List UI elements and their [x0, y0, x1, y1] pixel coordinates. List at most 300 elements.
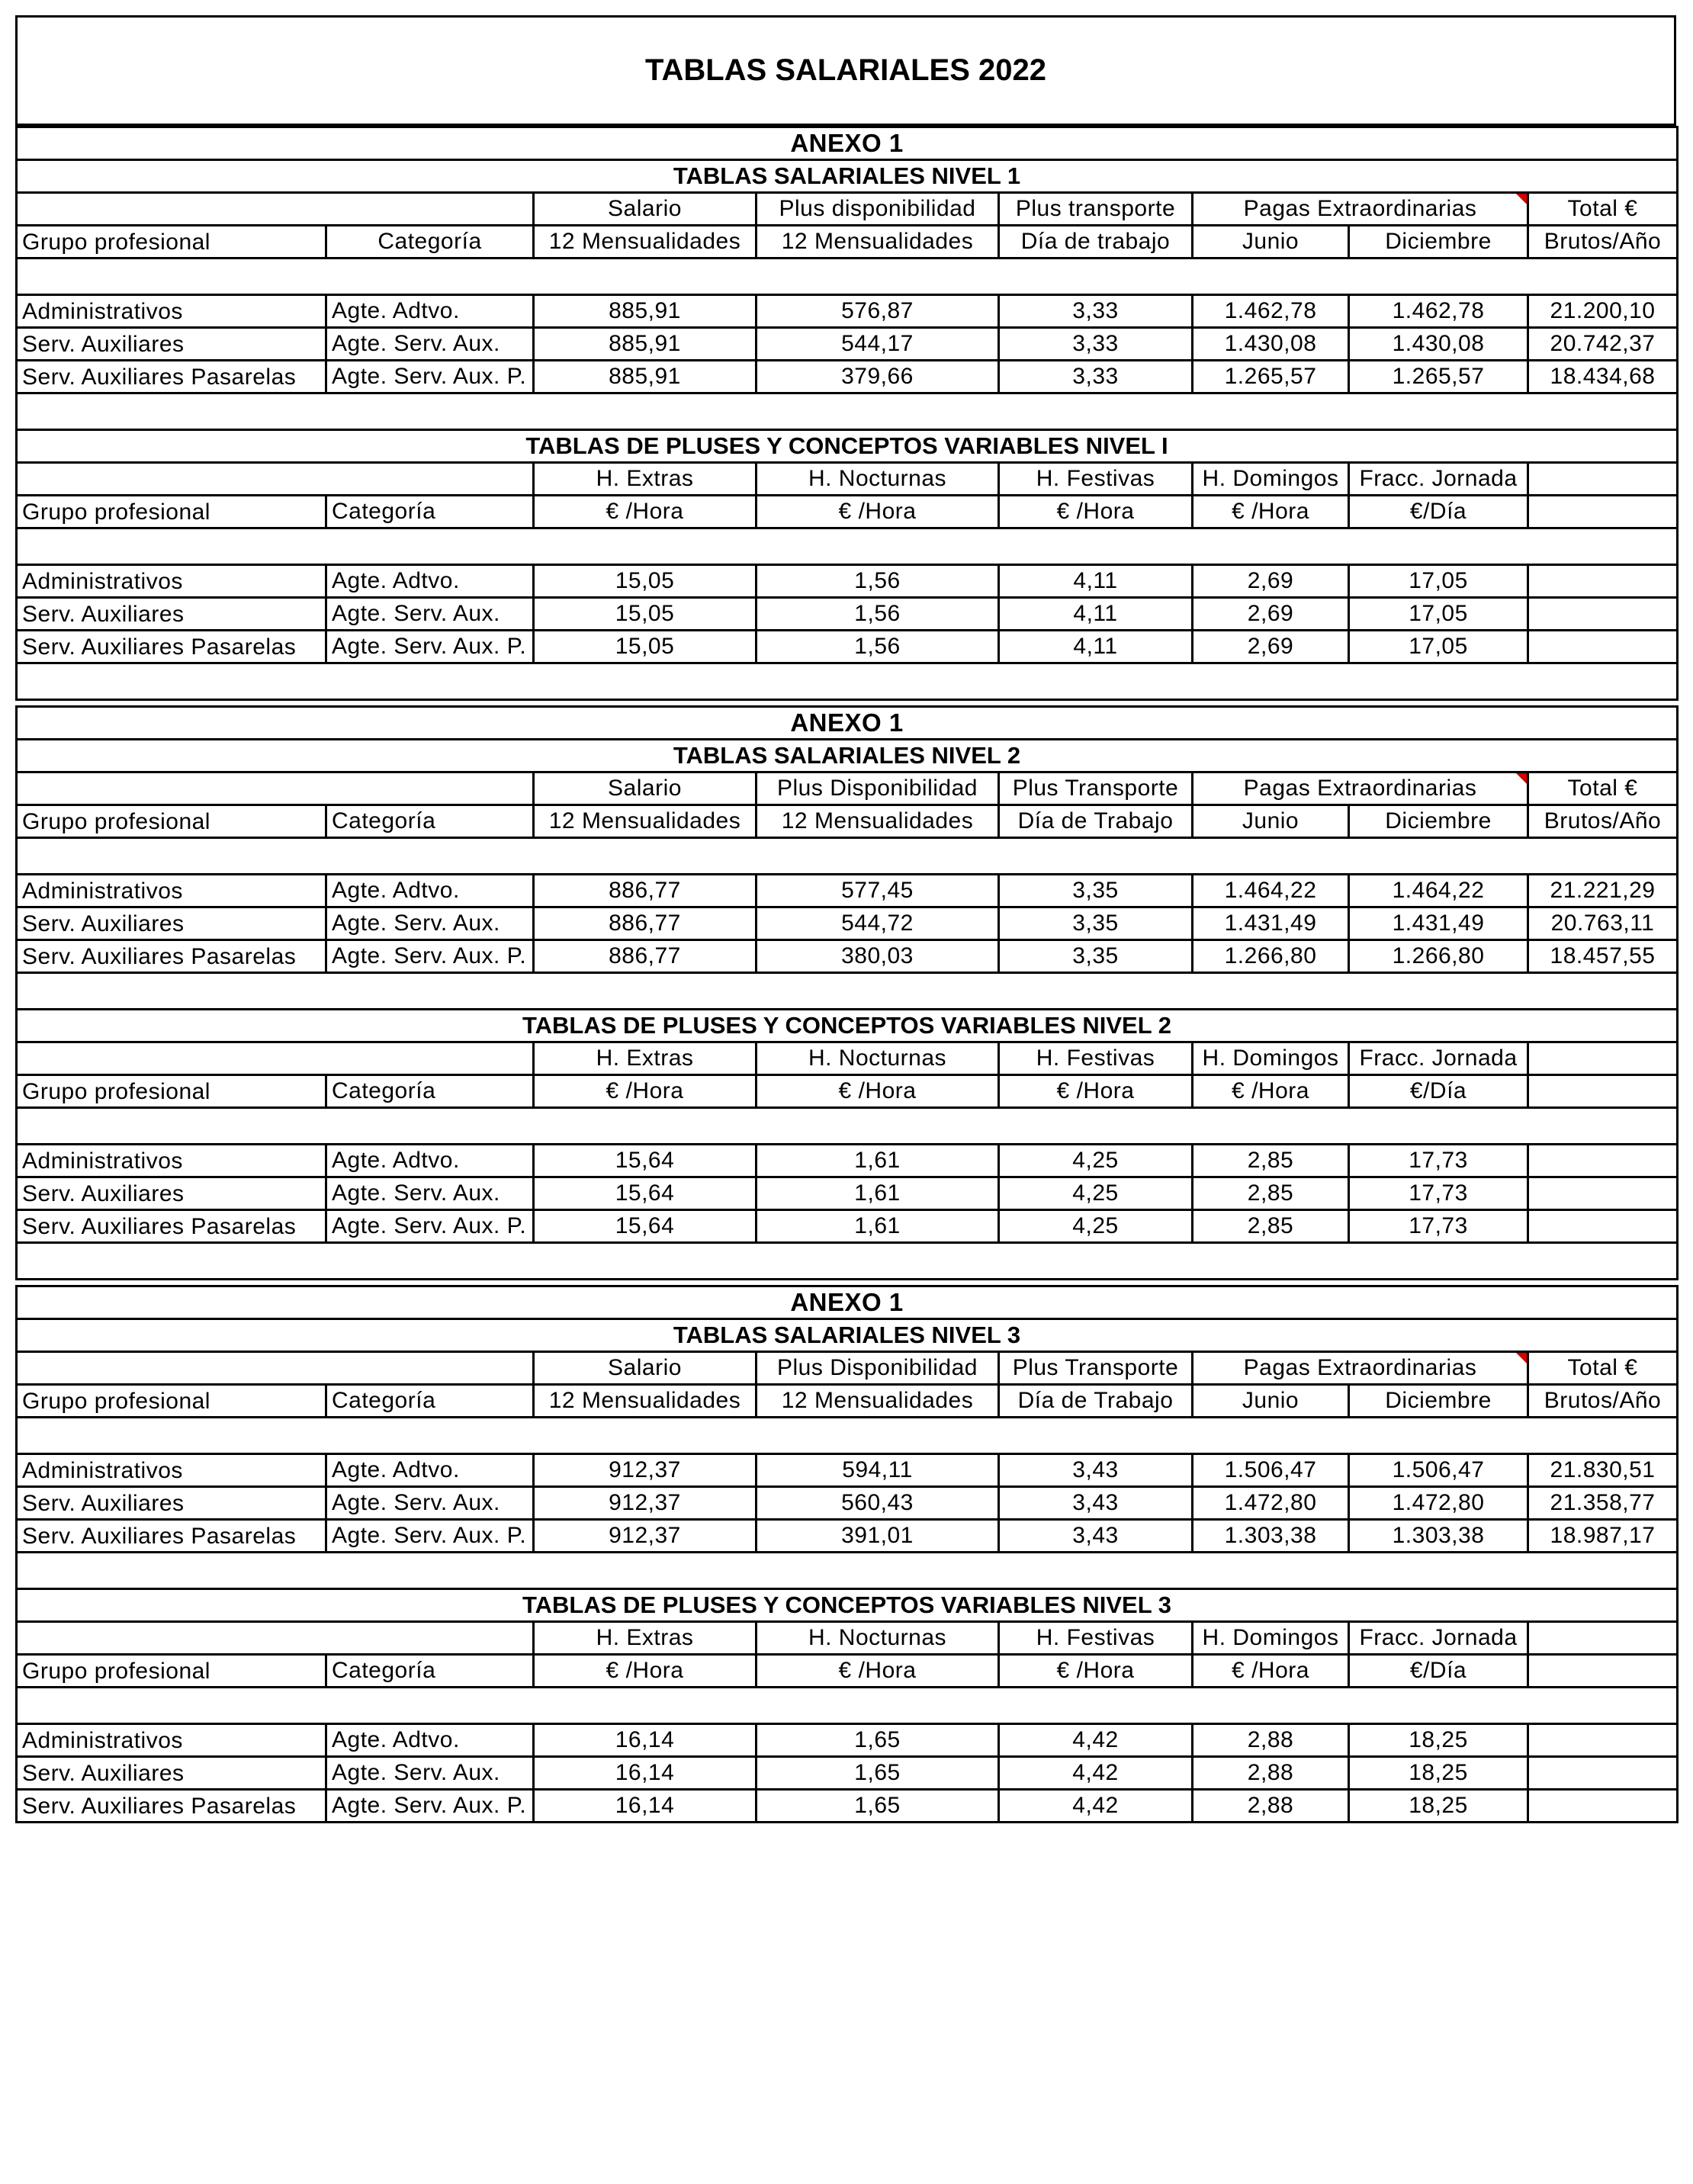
table-cell: Agte. Serv. Aux.: [326, 1177, 534, 1210]
table-cell: 4,42: [999, 1790, 1193, 1823]
salary-header-row-2: [17, 805, 1678, 838]
table-cell: 17,73: [1349, 1145, 1528, 1177]
header-cell: Salario: [534, 193, 757, 226]
table-cell: 2,69: [1193, 565, 1349, 598]
spacer-row: [17, 973, 1678, 1010]
table-cell: 21.221,29: [1528, 875, 1678, 907]
table-cell: 17,05: [1349, 598, 1528, 631]
table-row: [17, 1757, 1678, 1790]
table-row: [17, 1520, 1678, 1553]
header-cell: Categoría: [326, 1655, 534, 1688]
table-row: [17, 1724, 1678, 1757]
header-cell: Junio: [1193, 805, 1349, 838]
table-cell: 912,37: [534, 1520, 757, 1553]
table-cell: 1.464,22: [1193, 875, 1349, 907]
table-cell: 3,33: [999, 361, 1193, 393]
plus-header-row-1: [17, 463, 1678, 496]
header-cell: Día de Trabajo: [999, 1385, 1193, 1418]
spacer-row: [17, 663, 1678, 700]
blank-cell: [17, 772, 534, 805]
spacer-row: [17, 1553, 1678, 1589]
header-cell: Categoría: [326, 1075, 534, 1108]
table-cell: 1.462,78: [1349, 295, 1528, 328]
header-cell: Junio: [1193, 1385, 1349, 1418]
header-cell: € /Hora: [534, 496, 757, 528]
blank-cell: [17, 1622, 534, 1655]
table-cell: 1,56: [757, 598, 999, 631]
table-cell: 1.506,47: [1193, 1454, 1349, 1487]
header-cell: H. Domingos: [1193, 1622, 1349, 1655]
blank-cell: [17, 259, 1678, 295]
table-cell: 885,91: [534, 361, 757, 393]
blank-cell: [17, 973, 1678, 1010]
table-cell: 1.303,38: [1349, 1520, 1528, 1553]
blank-cell: [17, 393, 1678, 430]
table-cell: 2,85: [1193, 1210, 1349, 1243]
table-cell: 4,25: [999, 1177, 1193, 1210]
anexo-heading: ANEXO 1: [17, 1286, 1678, 1319]
table-cell: Agte. Serv. Aux. P.: [326, 1790, 534, 1823]
blank-cell: [17, 463, 534, 496]
level-section: [15, 126, 1679, 701]
table-cell: 577,45: [757, 875, 999, 907]
header-cell: € /Hora: [999, 496, 1193, 528]
blank-cell: [17, 1553, 1678, 1589]
table-row: [17, 631, 1678, 663]
table-cell: Administrativos: [17, 295, 326, 328]
salary-header-row-2: [17, 1385, 1678, 1418]
anexo-row: [17, 1286, 1678, 1319]
table-row: [17, 328, 1678, 361]
blank-cell: [17, 1418, 1678, 1454]
table-cell: 560,43: [757, 1487, 999, 1520]
blank-cell: [1528, 1177, 1678, 1210]
anexo-heading: ANEXO 1: [17, 127, 1678, 160]
table-cell: 1.472,80: [1193, 1487, 1349, 1520]
header-cell: H. Extras: [534, 1622, 757, 1655]
table-cell: 380,03: [757, 940, 999, 973]
table-cell: Serv. Auxiliares: [17, 1487, 326, 1520]
header-cell: Día de trabajo: [999, 226, 1193, 259]
table-cell: Administrativos: [17, 1145, 326, 1177]
table-cell: Serv. Auxiliares: [17, 598, 326, 631]
table-cell: Agte. Serv. Aux. P.: [326, 361, 534, 393]
header-cell: € /Hora: [534, 1655, 757, 1688]
salary-header-row-1: [17, 772, 1678, 805]
header-cell: Diciembre: [1349, 805, 1528, 838]
plus-table-title: TABLAS DE PLUSES Y CONCEPTOS VARIABLES NIVEL I: [17, 430, 1678, 463]
header-cell: H. Extras: [534, 463, 757, 496]
header-cell: € /Hora: [1193, 1075, 1349, 1108]
salary-header-row-2: [17, 226, 1678, 259]
salary-header-row-1: [17, 1352, 1678, 1385]
table-cell: Agte. Adtvo.: [326, 295, 534, 328]
header-cell: Fracc. Jornada: [1349, 1622, 1528, 1655]
header-cell: Grupo profesional: [17, 1075, 326, 1108]
blank-cell: [17, 528, 1678, 565]
table-row: [17, 907, 1678, 940]
table-cell: 1.430,08: [1349, 328, 1528, 361]
table-cell: 1.266,80: [1349, 940, 1528, 973]
header-cell: Total €: [1528, 193, 1678, 226]
blank-cell: [17, 1352, 534, 1385]
table-row: [17, 565, 1678, 598]
table-row: [17, 361, 1678, 393]
salary-table-title: TABLAS SALARIALES NIVEL 2: [17, 740, 1678, 772]
blank-cell: [1528, 631, 1678, 663]
table-cell: 885,91: [534, 328, 757, 361]
header-cell: H. Nocturnas: [757, 463, 999, 496]
table-cell: Administrativos: [17, 1724, 326, 1757]
table-cell: 1,56: [757, 565, 999, 598]
table-cell: 1,65: [757, 1790, 999, 1823]
table-cell: 544,72: [757, 907, 999, 940]
table-cell: 1.265,57: [1193, 361, 1349, 393]
table-cell: Administrativos: [17, 875, 326, 907]
blank-cell: [17, 193, 534, 226]
spacer-row: [17, 1243, 1678, 1280]
table-cell: 21.200,10: [1528, 295, 1678, 328]
header-cell: 12 Mensualidades: [534, 1385, 757, 1418]
blank-cell: [17, 838, 1678, 875]
header-cell: Grupo profesional: [17, 226, 326, 259]
spacer-row: [17, 393, 1678, 430]
header-cell: Categoría: [326, 496, 534, 528]
header-cell: Plus Transporte: [999, 772, 1193, 805]
table-cell: 391,01: [757, 1520, 999, 1553]
table-cell: 15,05: [534, 565, 757, 598]
plus-title-row: [17, 430, 1678, 463]
header-cell: 12 Mensualidades: [534, 805, 757, 838]
header-cell: Plus transporte: [999, 193, 1193, 226]
table-cell: 594,11: [757, 1454, 999, 1487]
header-cell: € /Hora: [1193, 496, 1349, 528]
table-cell: 544,17: [757, 328, 999, 361]
header-cell: H. Festivas: [999, 1622, 1193, 1655]
table-cell: 18,25: [1349, 1757, 1528, 1790]
blank-cell: [1528, 463, 1678, 496]
table-cell: 1,65: [757, 1724, 999, 1757]
table-cell: 15,64: [534, 1145, 757, 1177]
plus-title-row: [17, 1589, 1678, 1622]
anexo-row: [17, 127, 1678, 160]
table-cell: 2,88: [1193, 1790, 1349, 1823]
header-cell: Grupo profesional: [17, 1385, 326, 1418]
plus-header-row-2: [17, 496, 1678, 528]
header-cell: Diciembre: [1349, 1385, 1528, 1418]
table-cell: 17,05: [1349, 631, 1528, 663]
header-cell: Fracc. Jornada: [1349, 1042, 1528, 1075]
plus-header-row-1: [17, 1622, 1678, 1655]
header-cell: 12 Mensualidades: [757, 226, 999, 259]
header-cell: €/Día: [1349, 1655, 1528, 1688]
table-cell: 20.763,11: [1528, 907, 1678, 940]
table-cell: 1.266,80: [1193, 940, 1349, 973]
header-cell: H. Festivas: [999, 463, 1193, 496]
header-cell: Plus Transporte: [999, 1352, 1193, 1385]
table-cell: 4,25: [999, 1210, 1193, 1243]
table-cell: 1.303,38: [1193, 1520, 1349, 1553]
salary-table-title: TABLAS SALARIALES NIVEL 3: [17, 1319, 1678, 1352]
table-cell: 912,37: [534, 1454, 757, 1487]
table-cell: Serv. Auxiliares Pasarelas: [17, 631, 326, 663]
table-cell: 3,35: [999, 875, 1193, 907]
header-cell: Brutos/Año: [1528, 1385, 1678, 1418]
table-cell: 15,64: [534, 1177, 757, 1210]
salary-sheet: [15, 15, 1676, 1823]
header-cell: Total €: [1528, 1352, 1678, 1385]
table-cell: 1,61: [757, 1210, 999, 1243]
table-cell: 886,77: [534, 875, 757, 907]
header-cell: € /Hora: [534, 1075, 757, 1108]
table-cell: Serv. Auxiliares: [17, 1757, 326, 1790]
table-cell: 2,69: [1193, 631, 1349, 663]
table-cell: 18.434,68: [1528, 361, 1678, 393]
header-cell: Total €: [1528, 772, 1678, 805]
spacer-row: [17, 1688, 1678, 1724]
table-cell: Agte. Serv. Aux.: [326, 1757, 534, 1790]
level-section: [15, 1285, 1679, 1823]
table-cell: Agte. Serv. Aux. P.: [326, 940, 534, 973]
header-cell: € /Hora: [757, 496, 999, 528]
anexo-heading: ANEXO 1: [17, 707, 1678, 740]
table-cell: 3,33: [999, 295, 1193, 328]
table-row: [17, 1790, 1678, 1823]
header-cell: Categoría: [326, 1385, 534, 1418]
table-cell: Serv. Auxiliares Pasarelas: [17, 1790, 326, 1823]
blank-cell: [1528, 1042, 1678, 1075]
spacer-row: [17, 838, 1678, 875]
blank-cell: [17, 1243, 1678, 1280]
blank-cell: [1528, 598, 1678, 631]
blank-cell: [1528, 1075, 1678, 1108]
table-cell: 3,43: [999, 1487, 1193, 1520]
sections-container: [15, 126, 1676, 1823]
table-cell: Agte. Adtvo.: [326, 1454, 534, 1487]
blank-cell: [1528, 1724, 1678, 1757]
table-cell: Agte. Serv. Aux. P.: [326, 1210, 534, 1243]
plus-header-row-2: [17, 1655, 1678, 1688]
table-cell: 2,85: [1193, 1177, 1349, 1210]
header-cell: € /Hora: [1193, 1655, 1349, 1688]
table-cell: 1.464,22: [1349, 875, 1528, 907]
header-cell: 12 Mensualidades: [757, 805, 999, 838]
blank-cell: [1528, 1210, 1678, 1243]
header-cell: Plus Disponibilidad: [757, 772, 999, 805]
blank-cell: [1528, 496, 1678, 528]
table-cell: 885,91: [534, 295, 757, 328]
spacer-row: [17, 528, 1678, 565]
header-cell-comment: Pagas Extraordinarias: [1193, 193, 1528, 226]
table-row: [17, 875, 1678, 907]
table-cell: 886,77: [534, 907, 757, 940]
table-cell: 1,56: [757, 631, 999, 663]
table-cell: 4,11: [999, 565, 1193, 598]
level-section: [15, 705, 1679, 1280]
table-row: [17, 1454, 1678, 1487]
table-cell: 1.431,49: [1349, 907, 1528, 940]
spacer-row: [17, 259, 1678, 295]
header-cell: € /Hora: [757, 1075, 999, 1108]
table-cell: 1.472,80: [1349, 1487, 1528, 1520]
table-cell: 1.462,78: [1193, 295, 1349, 328]
table-cell: Serv. Auxiliares Pasarelas: [17, 1210, 326, 1243]
table-cell: 18.987,17: [1528, 1520, 1678, 1553]
blank-cell: [1528, 1790, 1678, 1823]
blank-cell: [1528, 1145, 1678, 1177]
table-cell: 18,25: [1349, 1790, 1528, 1823]
header-cell: H. Nocturnas: [757, 1622, 999, 1655]
table-cell: Agte. Serv. Aux.: [326, 328, 534, 361]
table-cell: Agte. Serv. Aux.: [326, 907, 534, 940]
salary-title-row: [17, 1319, 1678, 1352]
blank-cell: [1528, 565, 1678, 598]
table-cell: Administrativos: [17, 565, 326, 598]
header-cell: Grupo profesional: [17, 805, 326, 838]
table-cell: Administrativos: [17, 1454, 326, 1487]
table-row: [17, 598, 1678, 631]
header-cell: Fracc. Jornada: [1349, 463, 1528, 496]
table-cell: 3,43: [999, 1454, 1193, 1487]
header-cell: Brutos/Año: [1528, 226, 1678, 259]
header-cell: Categoría: [326, 226, 534, 259]
header-cell: Grupo profesional: [17, 1655, 326, 1688]
spacer-row: [17, 1108, 1678, 1145]
table-row: [17, 1145, 1678, 1177]
table-cell: 2,69: [1193, 598, 1349, 631]
table-cell: Agte. Serv. Aux. P.: [326, 1520, 534, 1553]
plus-title-row: [17, 1010, 1678, 1042]
table-cell: 4,25: [999, 1145, 1193, 1177]
table-cell: 16,14: [534, 1724, 757, 1757]
plus-table-title: TABLAS DE PLUSES Y CONCEPTOS VARIABLES NIVEL 2: [17, 1010, 1678, 1042]
table-cell: 15,05: [534, 598, 757, 631]
table-cell: 2,85: [1193, 1145, 1349, 1177]
table-cell: 3,43: [999, 1520, 1193, 1553]
header-cell: Grupo profesional: [17, 496, 326, 528]
anexo-row: [17, 707, 1678, 740]
table-cell: 15,64: [534, 1210, 757, 1243]
blank-cell: [17, 663, 1678, 700]
header-cell: H. Festivas: [999, 1042, 1193, 1075]
page-title: TABLAS SALARIALES 2022: [15, 15, 1676, 126]
table-row: [17, 295, 1678, 328]
header-cell: Salario: [534, 1352, 757, 1385]
header-cell: Brutos/Año: [1528, 805, 1678, 838]
table-cell: Agte. Adtvo.: [326, 1145, 534, 1177]
blank-cell: [17, 1688, 1678, 1724]
table-cell: 17,73: [1349, 1210, 1528, 1243]
header-cell: H. Nocturnas: [757, 1042, 999, 1075]
header-cell-comment: Pagas Extraordinarias: [1193, 772, 1528, 805]
plus-table-title: TABLAS DE PLUSES Y CONCEPTOS VARIABLES NIVEL 3: [17, 1589, 1678, 1622]
table-cell: 21.358,77: [1528, 1487, 1678, 1520]
table-cell: Serv. Auxiliares: [17, 907, 326, 940]
header-cell: Diciembre: [1349, 226, 1528, 259]
header-cell: H. Domingos: [1193, 1042, 1349, 1075]
header-cell: € /Hora: [757, 1655, 999, 1688]
table-cell: 21.830,51: [1528, 1454, 1678, 1487]
salary-title-row: [17, 740, 1678, 772]
spacer-row: [17, 1418, 1678, 1454]
blank-cell: [1528, 1622, 1678, 1655]
table-cell: 1.265,57: [1349, 361, 1528, 393]
salary-header-row-1: [17, 193, 1678, 226]
header-cell: Junio: [1193, 226, 1349, 259]
table-cell: 16,14: [534, 1757, 757, 1790]
header-cell-comment: Pagas Extraordinarias: [1193, 1352, 1528, 1385]
table-cell: 2,88: [1193, 1757, 1349, 1790]
table-cell: 1.431,49: [1193, 907, 1349, 940]
blank-cell: [17, 1042, 534, 1075]
header-cell: €/Día: [1349, 496, 1528, 528]
table-cell: 18.457,55: [1528, 940, 1678, 973]
table-row: [17, 940, 1678, 973]
blank-cell: [1528, 1757, 1678, 1790]
table-cell: 1,65: [757, 1757, 999, 1790]
table-cell: 4,11: [999, 631, 1193, 663]
table-cell: 3,35: [999, 940, 1193, 973]
table-cell: 4,42: [999, 1757, 1193, 1790]
header-cell: 12 Mensualidades: [757, 1385, 999, 1418]
table-cell: 4,11: [999, 598, 1193, 631]
table-cell: Serv. Auxiliares: [17, 1177, 326, 1210]
table-cell: 17,05: [1349, 565, 1528, 598]
header-cell: Categoría: [326, 805, 534, 838]
table-cell: 4,42: [999, 1724, 1193, 1757]
table-cell: 18,25: [1349, 1724, 1528, 1757]
header-cell: Salario: [534, 772, 757, 805]
header-cell: Plus disponibilidad: [757, 193, 999, 226]
table-cell: 1.506,47: [1349, 1454, 1528, 1487]
table-cell: Agte. Serv. Aux.: [326, 598, 534, 631]
table-cell: Serv. Auxiliares: [17, 328, 326, 361]
header-cell: € /Hora: [999, 1655, 1193, 1688]
header-cell: € /Hora: [999, 1075, 1193, 1108]
table-cell: 1,61: [757, 1145, 999, 1177]
table-cell: 912,37: [534, 1487, 757, 1520]
table-row: [17, 1487, 1678, 1520]
plus-header-row-2: [17, 1075, 1678, 1108]
table-cell: Serv. Auxiliares Pasarelas: [17, 940, 326, 973]
table-cell: 15,05: [534, 631, 757, 663]
table-cell: Agte. Adtvo.: [326, 1724, 534, 1757]
table-cell: 379,66: [757, 361, 999, 393]
salary-table-title: TABLAS SALARIALES NIVEL 1: [17, 160, 1678, 193]
blank-cell: [1528, 1655, 1678, 1688]
table-cell: 2,88: [1193, 1724, 1349, 1757]
table-cell: 16,14: [534, 1790, 757, 1823]
table-cell: Agte. Adtvo.: [326, 875, 534, 907]
table-cell: 1.430,08: [1193, 328, 1349, 361]
table-cell: 20.742,37: [1528, 328, 1678, 361]
header-cell: H. Extras: [534, 1042, 757, 1075]
table-row: [17, 1210, 1678, 1243]
table-row: [17, 1177, 1678, 1210]
header-cell: H. Domingos: [1193, 463, 1349, 496]
table-cell: 1,61: [757, 1177, 999, 1210]
table-cell: 3,33: [999, 328, 1193, 361]
header-cell: €/Día: [1349, 1075, 1528, 1108]
header-cell: 12 Mensualidades: [534, 226, 757, 259]
table-cell: Serv. Auxiliares Pasarelas: [17, 1520, 326, 1553]
table-cell: Agte. Serv. Aux. P.: [326, 631, 534, 663]
blank-cell: [17, 1108, 1678, 1145]
header-cell: Plus Disponibilidad: [757, 1352, 999, 1385]
plus-header-row-1: [17, 1042, 1678, 1075]
table-cell: Agte. Adtvo.: [326, 565, 534, 598]
table-cell: 576,87: [757, 295, 999, 328]
